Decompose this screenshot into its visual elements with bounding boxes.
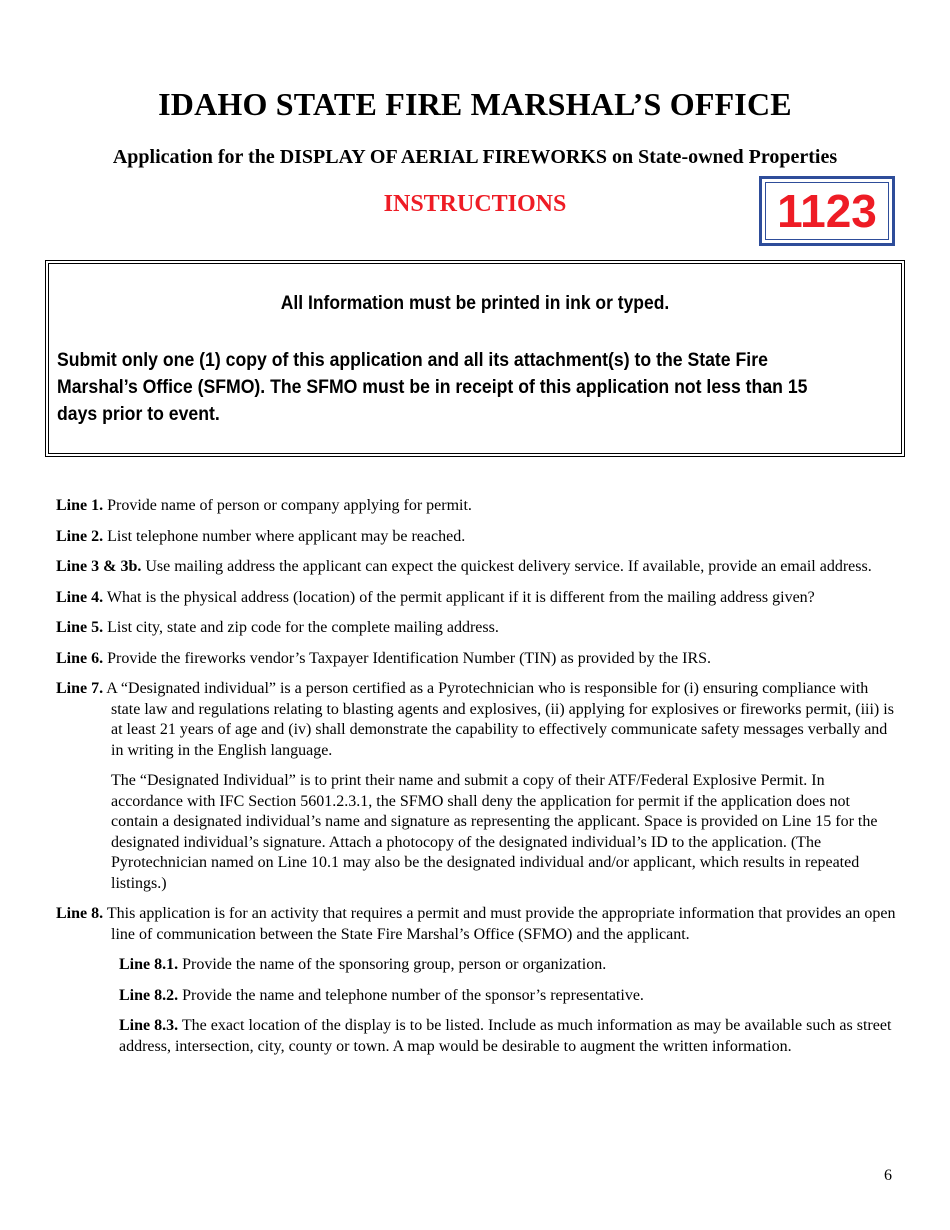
line-label: Line 5. [56,619,104,636]
form-number-box [759,176,895,246]
instructions-heading: INSTRUCTIONS [383,191,567,217]
line-8-3-instruction [119,1016,896,1057]
line-label: Line 7. [56,680,104,697]
line-text: Provide the name and telephone number of the sponsor’s representative. [182,986,644,1004]
line-label: Line 6. [56,649,104,667]
page-subtitle: Application for the DISPLAY OF AERIAL FIREWORKS on State-owned Properties [112,146,838,168]
line-text: This application is for an activity that requires a permit and must provide the appropriate information that provides an open line of communication between the State Fire Marshal’s Office (SFMO) and the applicant. [106,905,896,943]
line-6-instruction [56,649,896,670]
line-label: Line 8.2. [119,986,179,1004]
line-label: Line 4. [56,588,104,606]
line-4-instruction [56,588,896,609]
line-8-instruction [56,904,896,945]
line-3-instruction [56,557,896,578]
line-text: The exact location of the display is to be listed. Include as much information as may be available such as street address, intersection, city, county or town. A map would be desirable to augment the written information. [119,1017,892,1055]
line-text: Provide the fireworks vendor’s Taxpayer Identification Number (TIN) as provided by the IRS. [107,649,712,667]
line-label: Line 2. [56,527,104,545]
notice-box [45,260,905,457]
line-label: Line 8.1. [119,956,179,973]
form-number: 1123 [765,182,889,240]
line-text: What is the physical address (location) of the permit applicant if it is different from the mailing address given? [106,588,815,606]
line-label: Line 1. [56,497,104,514]
line-8-1-instruction [119,955,896,976]
line-8-2-instruction [119,986,896,1007]
line-text: Use mailing address the applicant can expect the quickest delivery service. If available, provide an email address. [145,558,872,575]
line-1-instruction [56,496,896,517]
line-2-instruction [56,527,896,548]
line-7-designated-individual-paragraph: The “Designated Individual” is to print their name and submit a copy of their ATF/Federal Explosive Permit. In accordance with IFC Section 5601.2.3.1, the SFMO shall deny the application for permit if the application does not contain a designated individual’s name and signature as representing the applicant. Space is provided on Line 15 for the designated individual’s signature. Attach a photocopy of the designated individual’s ID to the application. (The Pyrotechnician named on Line 10.1 may also be the designated individual and/or applicant, which results in repeated listings.) [111,772,878,892]
notice-submission-requirement: Submit only one (1) copy of this application and all its attachment(s) to the State Fire Marshal’s Office (SFMO). The SFMO must be in receipt of this application not less than 15 days prior to event. [57,349,808,425]
notice-inner-border [48,263,902,454]
page-number: 6 [884,1167,892,1184]
line-text: Provide the name of the sponsoring group, person or organization. [182,956,607,973]
line-text: A “Designated individual” is a person certified as a Pyrotechnician who is responsible for (i) ensuring compliance with state law and regulations relating to blasting agents and explosives, (ii) applying for explosives or fireworks permit, (iii) is at least 21 years of age and (iv) shall demonstrate the capability to effectively communicate safety messages verbally and in writing in the English language. [106,680,894,759]
line-label: Line 8.3. [119,1017,179,1034]
page-title: IDAHO STATE FIRE MARSHAL’S OFFICE [158,86,792,122]
line-text: List city, state and zip code for the complete mailing address. [107,619,499,636]
line-label: Line 8. [56,905,104,922]
line-instructions [56,496,896,1067]
line-7-instruction [56,679,896,761]
line-5-instruction [56,618,896,639]
notice-ink-requirement: All Information must be printed in ink or typed. [280,293,670,314]
line-text: List telephone number where applicant may be reached. [107,527,466,545]
line-text: Provide name of person or company applying for permit. [107,497,472,514]
line-label: Line 3 & 3b. [56,558,142,575]
